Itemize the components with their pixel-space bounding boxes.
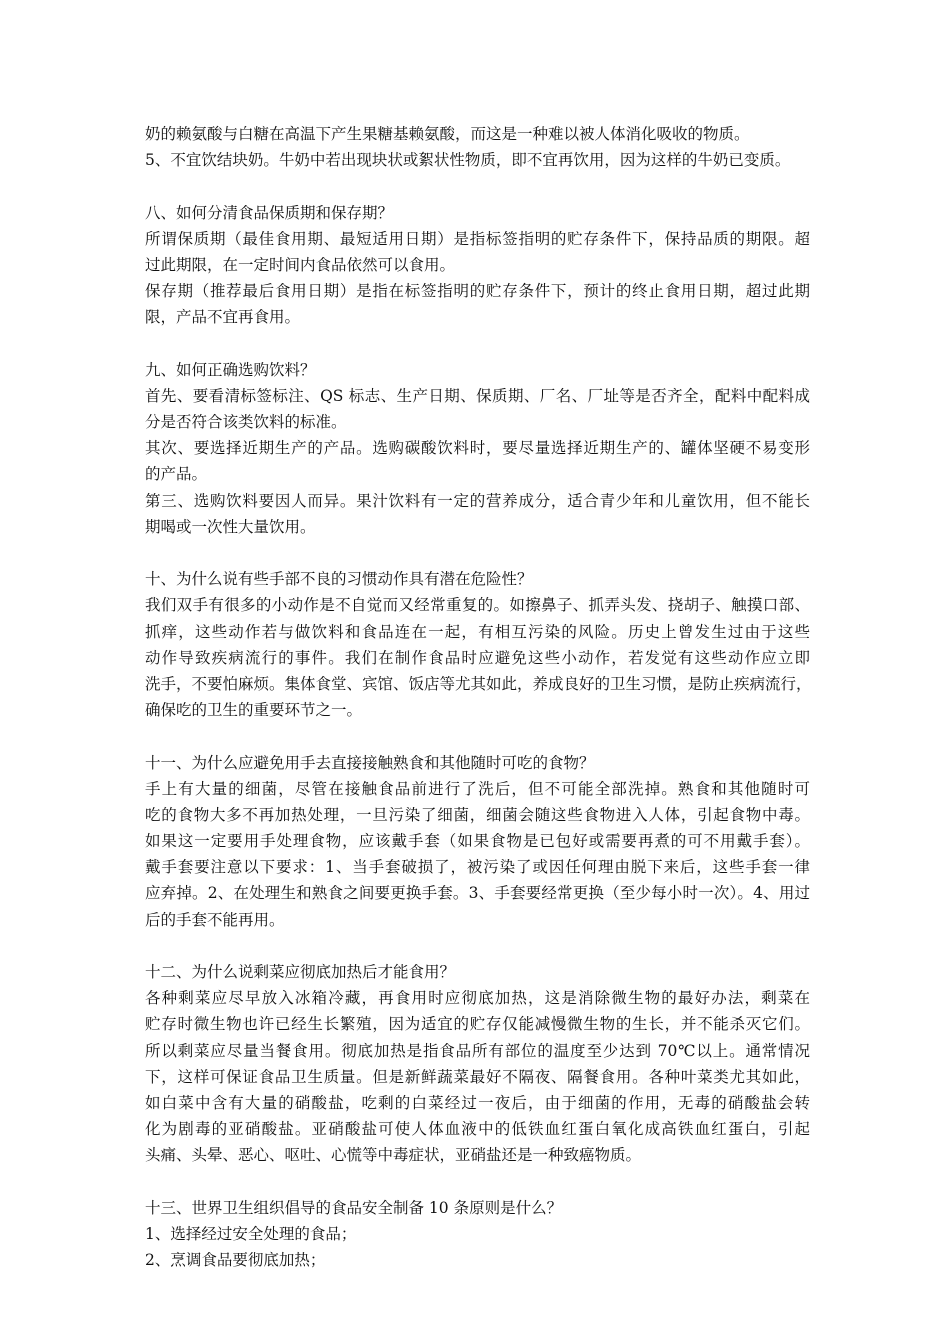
text-line: 化为剧毒的亚硝酸盐。亚硝酸盐可使人体血液中的低铁血红蛋白氧化成高铁血红蛋白，引起 — [145, 1120, 810, 1139]
section-block — [145, 200, 810, 331]
section-block — [145, 121, 810, 173]
text-line: 下，这样可保证食品卫生质量。但是新鲜蔬菜最好不隔夜、隔餐食用。各种叶菜类尤其如此， — [145, 1067, 810, 1086]
paragraph-gap — [145, 173, 810, 199]
section-block — [145, 566, 810, 723]
text-line: 期喝或一次性大量饮用。 — [145, 517, 316, 536]
text-line: 后的手套不能再用。 — [145, 910, 285, 929]
text-line: 动作导致疾病流行的事件。我们在制作食品时应避免这些小动作，若发觉有这些动作应立即 — [145, 648, 810, 667]
section-heading: 十、为什么说有些手部不良的习惯动作具有潜在危险性？ — [145, 570, 533, 589]
text-line: 所以剩菜应尽量当餐食用。彻底加热是指食品所有部位的温度至少达到 70℃以上。通常情况 — [145, 1041, 810, 1060]
text-line: 如白菜中含有大量的硝酸盐，吃剩的白菜经过一夜后，由于细菌的作用，无毒的硝酸盐会转 — [145, 1093, 810, 1112]
text-line: 抓痒，这些动作若与做饮料和食品连在一起，有相互污染的风险。历史上曾发生过由于这些 — [145, 622, 810, 641]
text-line: 头痛、头晕、恶心、呕吐、心慌等中毒症状，亚硝盐还是一种致癌物质。 — [145, 1146, 642, 1165]
text-line: 其次、要选择近期生产的产品。选购碳酸饮料时，要尽量选择近期生产的、罐体坚硬不易变形 — [145, 439, 810, 458]
text-line: 手上有大量的细菌，尽管在接触食品前进行了洗后，但不可能全部洗掉。熟食和其他随时可 — [145, 779, 810, 798]
section-block — [145, 1195, 810, 1274]
text-line: 2、烹调食品要彻底加热； — [145, 1251, 326, 1270]
section-heading: 八、如何分清食品保质期和保存期？ — [145, 203, 394, 222]
text-line: 首先、要看清标签标注、QS 标志、生产日期、保质期、厂名、厂址等是否齐全，配料中配料成 — [145, 386, 810, 405]
text-line: 奶的赖氨酸与白糖在高温下产生果糖基赖氨酸，而这是一种难以被人体消化吸收的物质。 — [145, 125, 750, 143]
text-line: 各种剩菜应尽早放入冰箱冷藏，再食用时应彻底加热，这是消除微生物的最好办法，剩菜在 — [145, 989, 810, 1008]
section-heading: 九、如何正确选购饮料？ — [145, 360, 316, 379]
text-line: 所谓保质期（最佳食用期、最短适用日期）是指标签指明的贮存条件下，保持品质的期限。超 — [145, 229, 810, 248]
document-page — [145, 121, 810, 1273]
section-heading: 十一、为什么应避免用手去直接接触熟食和其他随时可吃的食物？ — [145, 753, 595, 772]
section-block — [145, 357, 810, 540]
text-line: 第三、选购饮料要因人而异。果汁饮料有一定的营养成分，适合青少年和儿童饮用，但不能长 — [145, 491, 810, 510]
section-heading: 十三、世界卫生组织倡导的食品安全制备 10 条原则是什么？ — [145, 1198, 563, 1217]
text-line: 吃的食物大多不再加热处理，一旦污染了细菌，细菌会随这些食物进入人体，引起食物中毒。 — [145, 805, 810, 824]
section-heading: 十二、为什么说剩菜应彻底加热后才能食用？ — [145, 963, 456, 981]
text-line: 过此期限，在一定时间内食品依然可以食用。 — [145, 255, 456, 274]
text-line: 的产品。 — [145, 465, 208, 484]
text-line: 贮存时微生物也许已经生长繁殖，因为适宜的贮存仅能减慢微生物的生长，并不能杀灭它们。 — [145, 1015, 810, 1034]
paragraph-gap — [145, 540, 810, 566]
text-line: 应弃掉。2、在处理生和熟食之间要更换手套。3、手套要经常更换（至少每小时一次）。4、用过 — [145, 884, 810, 903]
paragraph-gap — [145, 933, 810, 959]
section-block — [145, 959, 810, 1169]
paragraph-gap — [145, 723, 810, 749]
text-line: 保存期（推荐最后食用日期）是指在标签指明的贮存条件下，预计的终止食用日期，超过此期 — [145, 282, 810, 301]
paragraph-gap — [145, 331, 810, 357]
text-line: 戴手套要注意以下要求：1、当手套破损了，被污染了或因任何理由脱下来后，这些手套一律 — [145, 858, 810, 877]
text-line: 洗手，不要怕麻烦。集体食堂、宾馆、饭店等尤其如此，养成良好的卫生习惯，是防止疾病流行， — [145, 674, 812, 693]
text-line: 5、不宜饮结块奶。牛奶中若出现块状或絮状性物质，即不宜再饮用，因为这样的牛奶已变质。 — [145, 151, 791, 170]
section-block — [145, 750, 810, 933]
text-line: 我们双手有很多的小动作是不自觉而又经常重复的。如擦鼻子、抓弄头发、挠胡子、触摸口部、 — [145, 596, 810, 615]
text-line: 分是否符合该类饮料的标准。 — [145, 413, 347, 432]
text-line: 如果这一定要用手处理食物，应该戴手套（如果食物是已包好或需要再煮的可不用戴手套）。 — [145, 832, 810, 851]
text-line: 限，产品不宜再食用。 — [145, 308, 301, 327]
text-line: 1、选择经过安全处理的食品； — [145, 1224, 357, 1243]
text-line: 确保吃的卫生的重要环节之一。 — [145, 701, 363, 720]
paragraph-gap — [145, 1169, 810, 1195]
